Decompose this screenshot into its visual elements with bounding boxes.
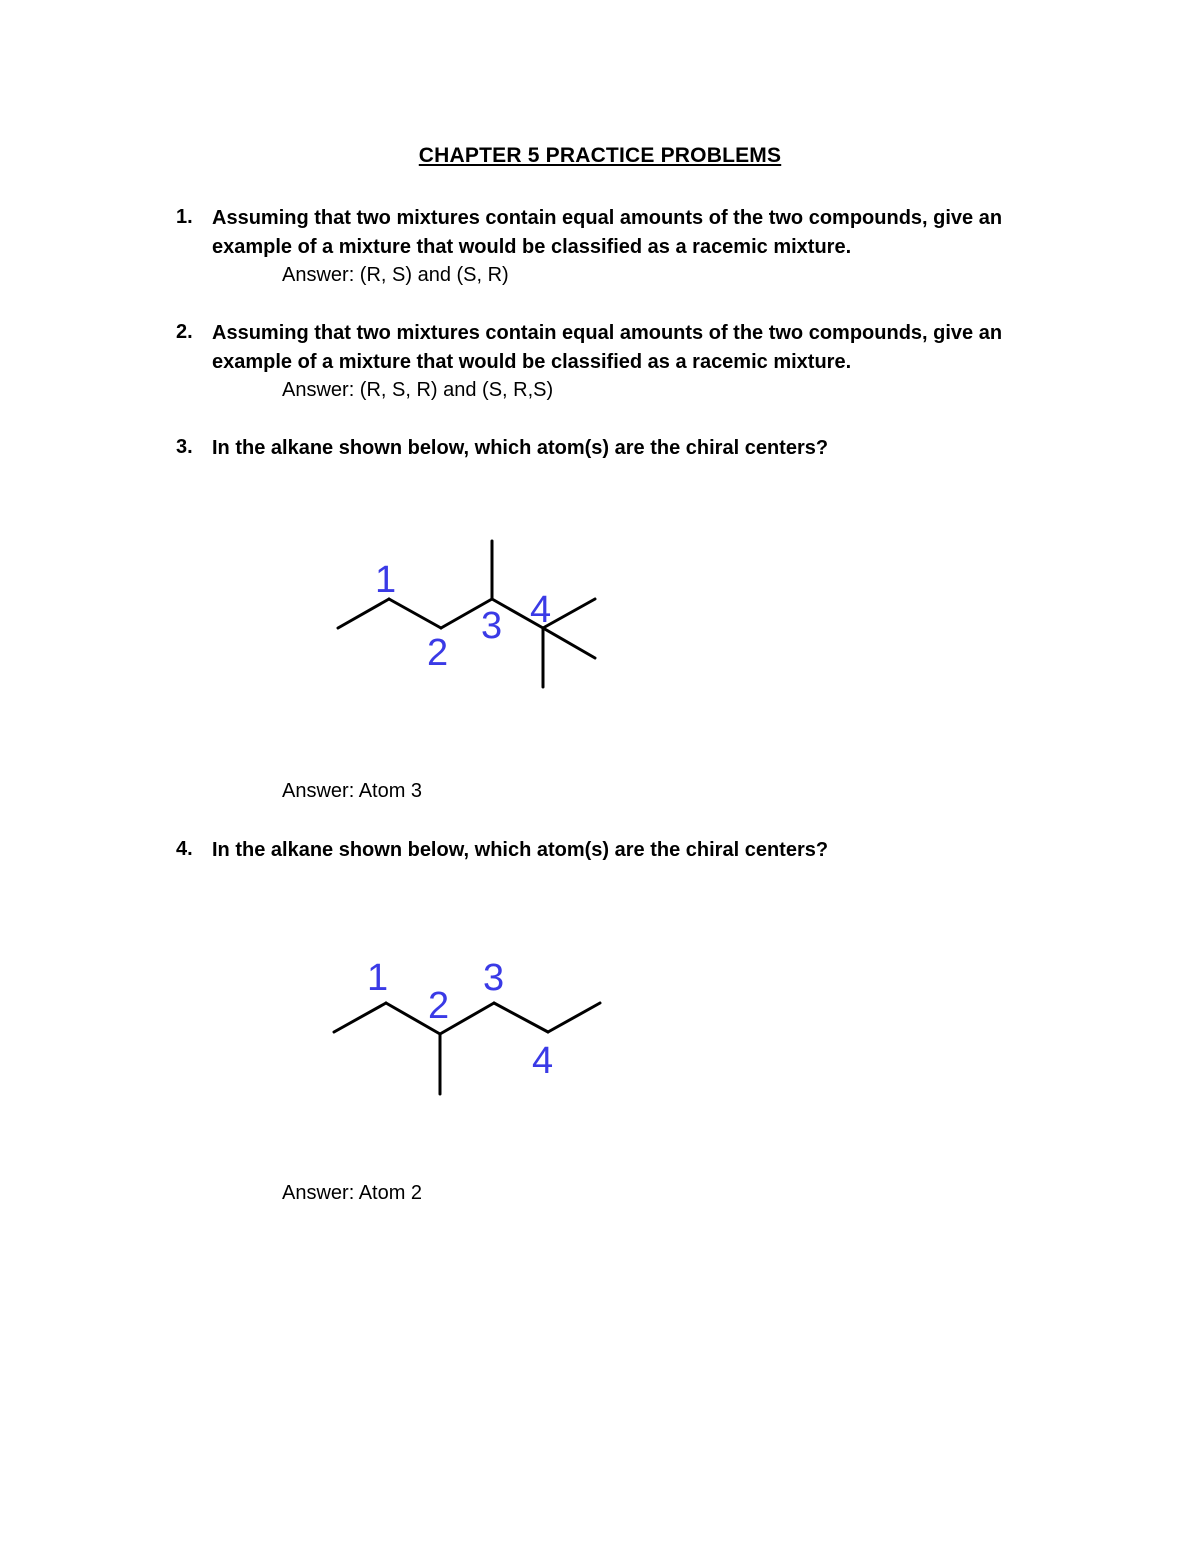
- atom-label-4: 4: [530, 589, 552, 631]
- question-4-text: In the alkane shown below, which atom(s) are the chiral centers?: [212, 839, 829, 861]
- bond: [334, 1003, 386, 1032]
- question-2-number: 2.: [176, 321, 193, 343]
- question-4-answer: Answer: Atom 2: [282, 1182, 423, 1204]
- question-1-text: Assuming that two mixtures contain equal amounts of the two compounds, give an example of a mixture that would be classified as a racemic mixture.: [212, 207, 1003, 258]
- question-2-answer: Answer: (R, S, R) and (S, R,S): [282, 379, 554, 401]
- question-4-number: 4.: [176, 838, 193, 860]
- bond: [548, 1003, 600, 1032]
- atom-label-1: 1: [367, 957, 389, 999]
- question-3-text: In the alkane shown below, which atom(s) are the chiral centers?: [212, 437, 829, 459]
- question-2-text: Assuming that two mixtures contain equal amounts of the two compounds, give an example of a mixture that would be classified as a racemic mixture.: [212, 322, 1003, 373]
- atom-label-1: 1: [375, 559, 397, 601]
- atom-label-4: 4: [532, 1040, 554, 1082]
- bond: [494, 1003, 548, 1032]
- question-1-number: 1.: [176, 206, 193, 228]
- question-3-answer: Answer: Atom 3: [282, 780, 423, 802]
- question-3-number: 3.: [176, 436, 193, 458]
- atom-label-2: 2: [428, 985, 450, 1027]
- atom-label-2: 2: [427, 632, 449, 674]
- page-title: CHAPTER 5 PRACTICE PROBLEMS: [418, 144, 782, 167]
- atom-label-3: 3: [483, 957, 505, 999]
- atom-label-3: 3: [481, 605, 503, 647]
- question-1-answer: Answer: (R, S) and (S, R): [282, 264, 509, 286]
